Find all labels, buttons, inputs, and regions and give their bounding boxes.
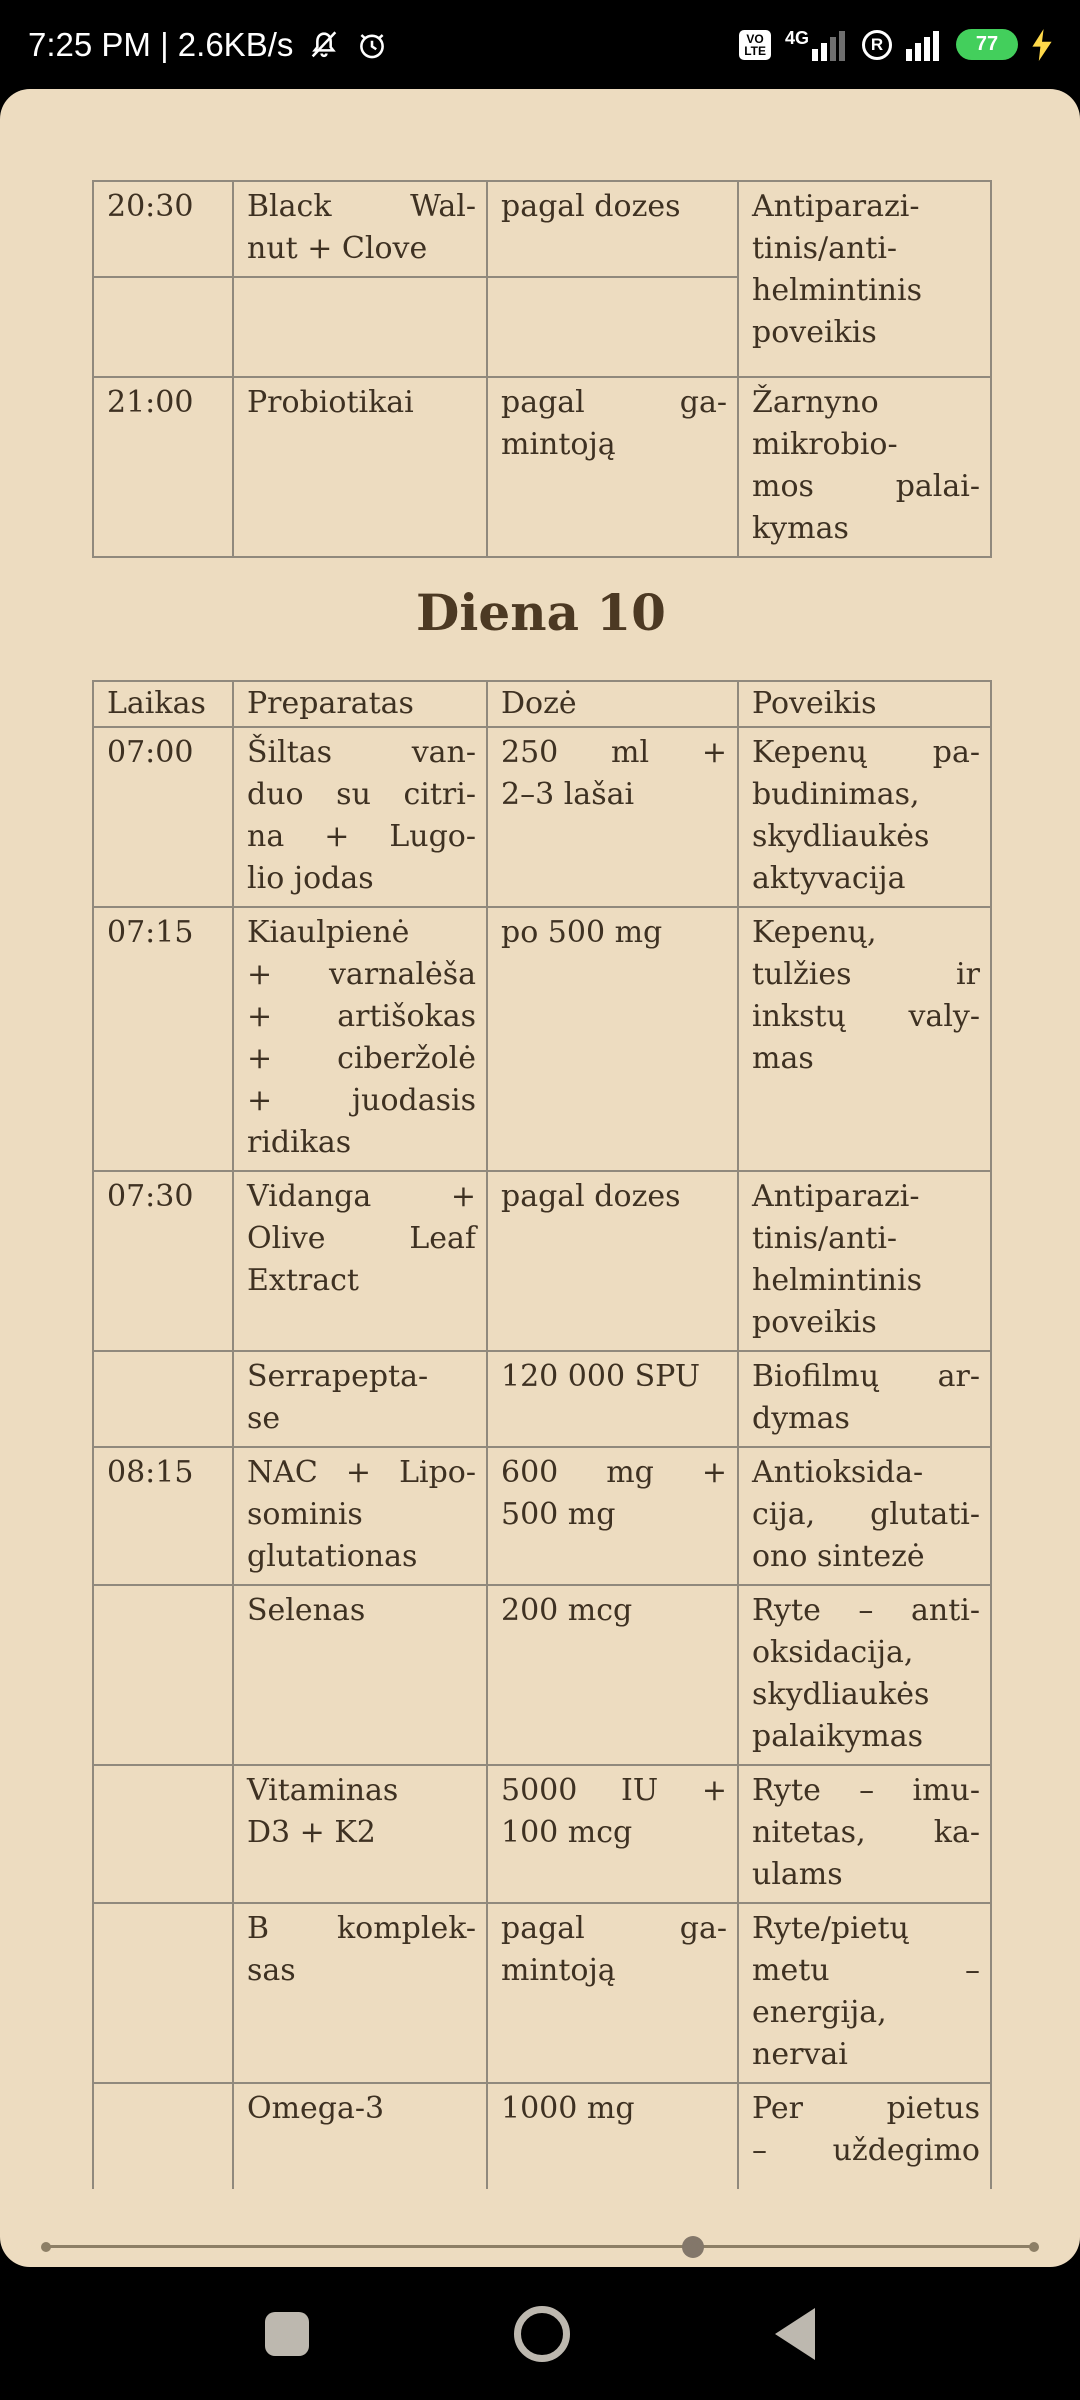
cell-preparation: Vitaminas D3 + K2 xyxy=(233,1765,487,1903)
table-row xyxy=(93,1351,991,1447)
cell-dose: 200 mcg xyxy=(487,1585,738,1765)
cell-empty xyxy=(93,277,233,377)
status-right xyxy=(739,29,1052,61)
cell-time xyxy=(93,1351,233,1447)
cell-dose: 250 ml + 2–3 lašai xyxy=(487,727,738,907)
cell-time: 21:00 xyxy=(93,377,233,557)
alarm-icon xyxy=(355,28,389,62)
cell-dose: pagal ga- mintoją xyxy=(487,377,738,557)
volte-top-label: VO xyxy=(746,31,764,46)
cell-preparation: Vidanga + Olive Leaf Extract xyxy=(233,1171,487,1351)
table-row xyxy=(93,727,991,907)
table-row xyxy=(93,1903,991,2083)
page-slider-track[interactable] xyxy=(46,2245,1034,2248)
cell-effect: Biofilmų ar- dymas xyxy=(738,1351,991,1447)
page-slider[interactable] xyxy=(0,2189,1080,2267)
cell-time: 07:30 xyxy=(93,1171,233,1351)
cell-time: 20:30 xyxy=(93,181,233,277)
cell-preparation: Probiotikai xyxy=(233,377,487,557)
cell-time xyxy=(93,1765,233,1903)
supplement-table-day10 xyxy=(92,680,992,2189)
cell-time: 07:15 xyxy=(93,907,233,1171)
data-roaming-icon xyxy=(862,30,892,60)
table-row xyxy=(93,1585,991,1765)
battery-percent-label: 77 xyxy=(975,33,999,55)
roaming-letter: R xyxy=(870,34,884,54)
signal-bars-sim2-icon xyxy=(906,29,942,61)
cell-dose: pagal dozes xyxy=(487,181,738,277)
cell-dose: pagal dozes xyxy=(487,1171,738,1351)
charging-bolt-icon xyxy=(1032,29,1052,61)
recents-button[interactable] xyxy=(265,2312,309,2356)
cell-effect: Kepenų, tulžies ir inkstų valy- mas xyxy=(738,907,991,1171)
status-bar xyxy=(0,0,1080,89)
home-button[interactable] xyxy=(514,2306,570,2362)
page-title: Diena 10 xyxy=(416,583,666,642)
reader-screen xyxy=(0,89,1080,2267)
cell-dose: po 500 mg xyxy=(487,907,738,1171)
cell-preparation: NAC + Lipo- sominis glutationas xyxy=(233,1447,487,1585)
cell-dose: 1000 mg xyxy=(487,2083,738,2189)
table-row xyxy=(93,907,991,1171)
cell-preparation: Serrapepta- se xyxy=(233,1351,487,1447)
cell-time xyxy=(93,2083,233,2189)
cell-effect: Ryte – imu- nitetas, ka- ulams xyxy=(738,1765,991,1903)
cell-time xyxy=(93,1903,233,2083)
signal-bars-sim1-icon xyxy=(812,29,848,61)
signal-sim1 xyxy=(785,29,848,61)
cell-preparation: Selenas xyxy=(233,1585,487,1765)
volte-icon xyxy=(739,30,771,60)
cell-effect: Antiparazi- tinis/anti- helmintinis poveikis xyxy=(738,1171,991,1351)
cell-dose: 5000 IU + 100 mcg xyxy=(487,1765,738,1903)
cell-preparation: B komplek- sas xyxy=(233,1903,487,2083)
cell-effect: Per pietus – uždegimo xyxy=(738,2083,991,2189)
cell-time: 07:00 xyxy=(93,727,233,907)
table-row xyxy=(93,1171,991,1351)
cell-effect: Antioksida- cija, glutati- ono sintezė xyxy=(738,1447,991,1585)
cell-time: 08:15 xyxy=(93,1447,233,1585)
cell-dose: 600 mg + 500 mg xyxy=(487,1447,738,1585)
back-button[interactable] xyxy=(775,2308,815,2360)
cell-effect: Ryte/pietų metu – energija, nervai xyxy=(738,1903,991,2083)
table-row xyxy=(93,2083,991,2189)
clock-and-network-speed: 7:25 PM | 2.6KB/s xyxy=(28,25,294,63)
reader-page[interactable] xyxy=(0,89,1080,2189)
cell-effect: Žarnyno mikrobio- mos palai- kymas xyxy=(738,377,991,557)
cell-preparation: Kiaulpienė + varnalėša + artišokas + ciberžolė + juodasis ridikas xyxy=(233,907,487,1171)
supplement-table-previous xyxy=(92,180,992,558)
table-header-row xyxy=(93,681,991,727)
network-type-label: 4G xyxy=(784,27,809,48)
cell-empty xyxy=(487,277,738,377)
table-row xyxy=(93,181,991,277)
header-laikas: Laikas xyxy=(93,681,233,727)
slider-start-dot xyxy=(41,2242,51,2252)
slider-end-dot xyxy=(1029,2242,1039,2252)
table-row xyxy=(93,1447,991,1585)
cell-time xyxy=(93,1585,233,1765)
header-preparatas: Preparatas xyxy=(233,681,487,727)
header-poveikis: Poveikis xyxy=(738,681,991,727)
cell-dose: 120 000 SPU xyxy=(487,1351,738,1447)
page-slider-knob[interactable] xyxy=(682,2236,704,2258)
mute-icon xyxy=(307,28,341,62)
table-row xyxy=(93,1765,991,1903)
cell-dose: pagal ga- mintoją xyxy=(487,1903,738,2083)
cell-preparation: Omega-3 xyxy=(233,2083,487,2189)
cell-effect: Ryte – anti- oksidacija, skydliaukės palaikymas xyxy=(738,1585,991,1765)
navigation-bar xyxy=(0,2267,1080,2400)
cell-effect: Kepenų pa- budinimas, skydliaukės aktyvacija xyxy=(738,727,991,907)
table-row xyxy=(93,377,991,557)
volte-bottom-label: LTE xyxy=(744,43,766,58)
cell-empty xyxy=(233,277,487,377)
cell-preparation: Black Wal- nut + Clove xyxy=(233,181,487,277)
cell-effect: Antiparazi- tinis/anti- helmintinis poveikis xyxy=(738,181,991,377)
cell-preparation: Šiltas van- duo su citri- na + Lugo- lio jodas xyxy=(233,727,487,907)
header-doze: Dozė xyxy=(487,681,738,727)
battery-indicator xyxy=(956,29,1018,60)
status-left xyxy=(28,26,389,64)
